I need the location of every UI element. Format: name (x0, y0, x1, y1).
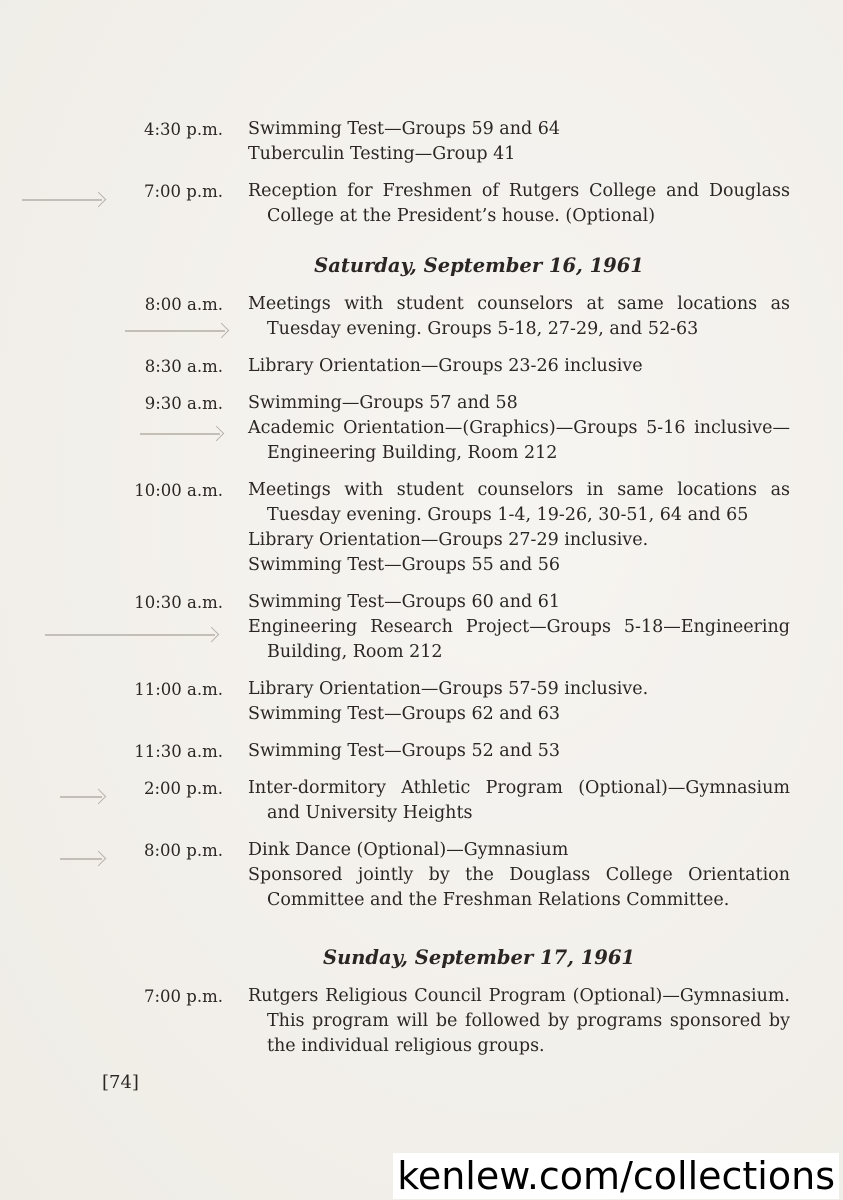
entry-item: Rutgers Religious Council Program (Optional)—Gymnasium. This program will be followed by programs sponsored by the individual religious groups. (248, 986, 790, 1056)
entry-time-text: 4:30 p.m. (144, 120, 223, 139)
schedule-entry (98, 354, 790, 379)
entry-items (223, 739, 790, 764)
entry-item: Swimming Test—Groups 62 and 63 (248, 704, 561, 724)
sunday-entries (98, 984, 790, 1059)
saturday-heading: Saturday, September 16, 1961 (314, 254, 644, 277)
entry-items (223, 838, 790, 913)
friday-entries (98, 117, 790, 229)
watermark-text: kenlew.com/collections (393, 1153, 839, 1199)
schedule-entry (98, 677, 790, 727)
entry-time-text: 10:00 a.m. (134, 481, 223, 500)
entry-time-text: 9:30 a.m. (144, 394, 223, 413)
entry-item: Sponsored jointly by the Douglass College Orientation Committee and the Freshman Relations Committee. (248, 865, 790, 910)
entry-time (98, 354, 223, 379)
entry-items (223, 984, 790, 1059)
entry-item: Swimming—Groups 57 and 58 (248, 393, 518, 413)
entry-time (98, 739, 223, 764)
entry-items (223, 478, 790, 578)
entry-item: Library Orientation—Groups 57-59 inclusive. (248, 679, 649, 699)
entry-time (98, 984, 223, 1059)
entry-time (98, 677, 223, 727)
entry-time-text: 8:00 a.m. (144, 295, 223, 314)
entry-time (98, 391, 223, 466)
schedule-entry (98, 776, 790, 826)
entry-item: Swimming Test—Groups 55 and 56 (248, 555, 561, 575)
pencil-arrow-mark (22, 199, 102, 201)
entry-items (223, 292, 790, 342)
entry-item: Meetings with student counselors in same locations as Tuesday evening. Groups 1-4, 19-26, 30-51, 64 and 65 (248, 480, 790, 525)
entry-items (223, 677, 790, 727)
entry-time (98, 838, 223, 913)
schedule-entry (98, 179, 790, 229)
sunday-heading: Sunday, September 17, 1961 (322, 946, 635, 969)
schedule-entry (98, 590, 790, 665)
entry-items (223, 354, 790, 379)
entry-time-text: 8:30 a.m. (144, 357, 223, 376)
entry-item: Dink Dance (Optional)—Gymnasium (248, 840, 569, 860)
entry-time-text: 2:00 p.m. (144, 779, 223, 798)
schedule-entry (98, 117, 790, 167)
entry-item: Swimming Test—Groups 59 and 64 (248, 119, 561, 139)
pencil-arrow-mark (60, 858, 102, 860)
entry-items (223, 117, 790, 167)
entry-time-text: 10:30 a.m. (134, 593, 223, 612)
entry-time-text: 7:00 p.m. (144, 182, 223, 201)
schedule-entry (98, 739, 790, 764)
entry-item: Reception for Freshmen of Rutgers College and Douglass College at the President’s house. (Optional) (248, 181, 790, 226)
entry-items (223, 179, 790, 229)
entry-time-text: 11:00 a.m. (134, 680, 223, 699)
page-number: [74] (102, 1072, 139, 1093)
entry-time (98, 292, 223, 342)
entry-time-text: 7:00 p.m. (144, 987, 223, 1006)
entry-item: Library Orientation—Groups 23-26 inclusive (248, 356, 643, 376)
saturday-entries (98, 292, 790, 913)
entry-item: Library Orientation—Groups 27-29 inclusive. (248, 530, 649, 550)
schedule-entry (98, 292, 790, 342)
entry-item: Engineering Research Project—Groups 5-18—Engineering Building, Room 212 (248, 617, 790, 662)
entry-item: Meetings with student counselors at same locations as Tuesday evening. Groups 5-18, 27-29, and 52-63 (248, 294, 790, 339)
entry-time (98, 179, 223, 229)
entry-time (98, 117, 223, 167)
pencil-arrow-mark (60, 796, 102, 798)
entry-items (223, 391, 790, 466)
schedule-entry (98, 984, 790, 1059)
entry-item: Tuberculin Testing—Group 41 (248, 144, 516, 164)
entry-item: Inter-dormitory Athletic Program (Optional)—Gymnasium and University Heights (248, 778, 790, 823)
entry-time (98, 590, 223, 665)
schedule-entry (98, 838, 790, 913)
entry-item: Academic Orientation—(Graphics)—Groups 5-16 inclusive—Engineering Building, Room 212 (248, 418, 790, 463)
entry-item: Swimming Test—Groups 60 and 61 (248, 592, 561, 612)
entry-items (223, 776, 790, 826)
entry-items (223, 590, 790, 665)
schedule-content (98, 117, 790, 1071)
schedule-entry (98, 478, 790, 578)
schedule-entry (98, 391, 790, 466)
entry-time-text: 8:00 p.m. (144, 841, 223, 860)
entry-time-text: 11:30 a.m. (134, 742, 223, 761)
entry-time (98, 478, 223, 578)
entry-item: Swimming Test—Groups 52 and 53 (248, 741, 561, 761)
entry-time (98, 776, 223, 826)
